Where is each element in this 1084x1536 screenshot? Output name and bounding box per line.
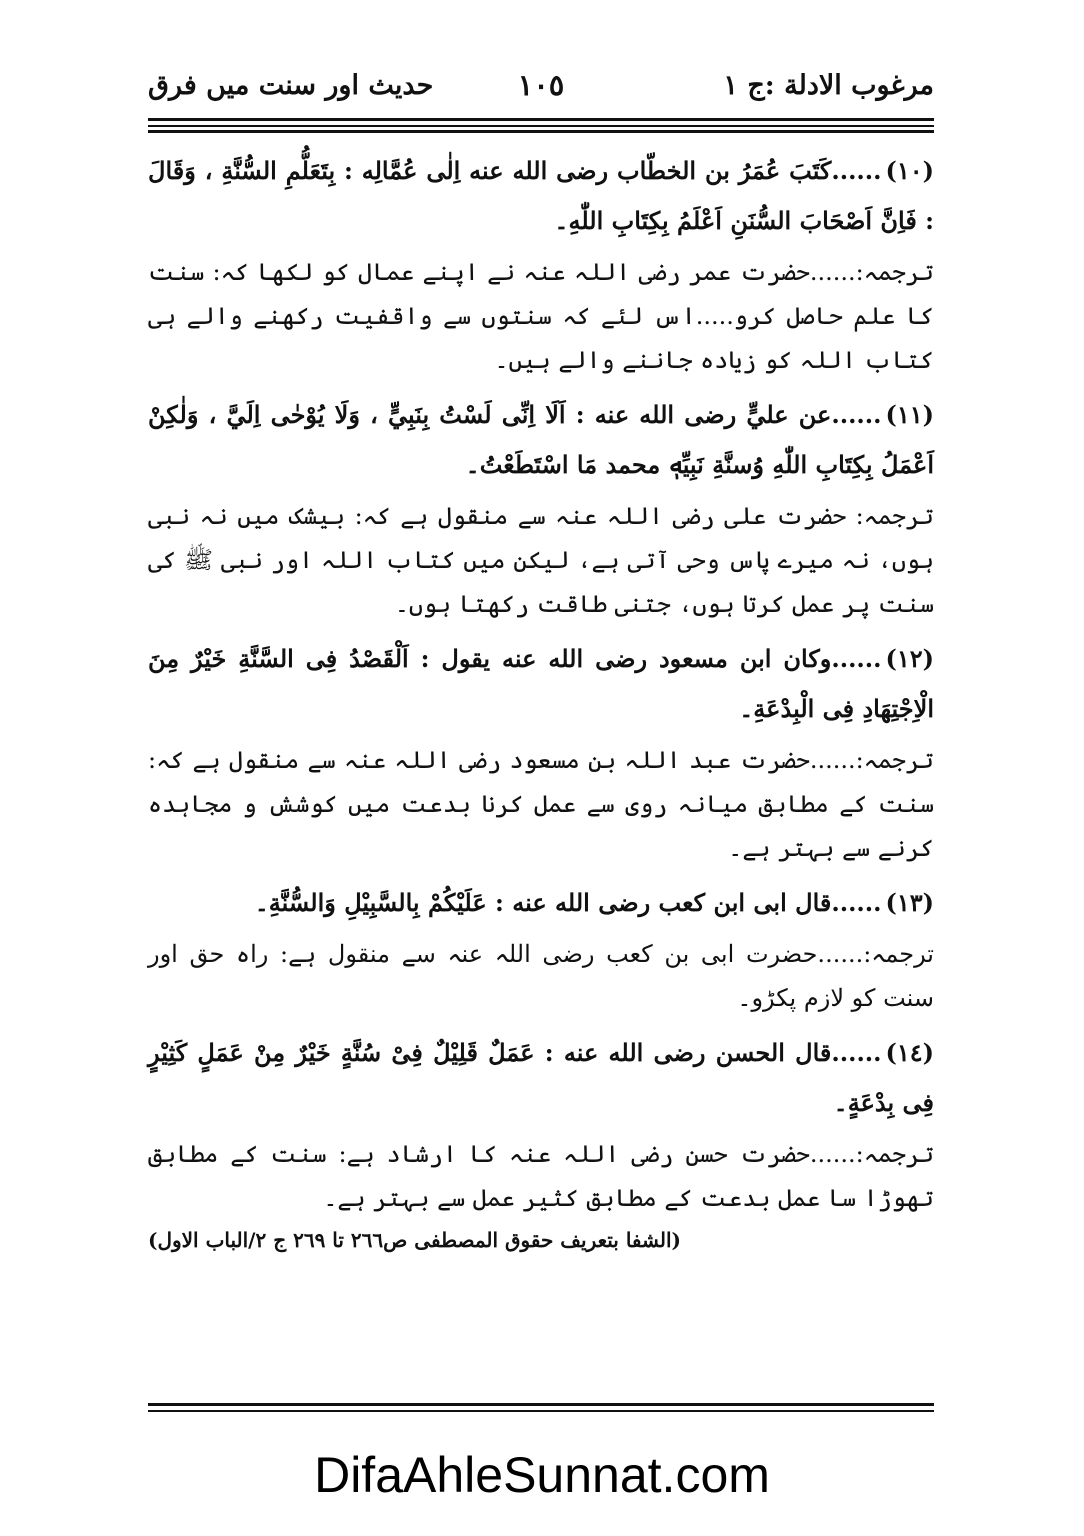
header-rule-thick-2 xyxy=(148,130,934,133)
arabic-quote: قال ابى ابن كعب رضى الله عنه : عَلَيْكُمْ بِالسَّبِيْلِ وَالسُّنَّةِ۔ xyxy=(254,888,832,917)
entry-13 xyxy=(148,878,934,1020)
header-rule-thick xyxy=(148,118,934,121)
entry-12 xyxy=(148,634,934,870)
arabic-text: (١٣)......قال ابى ابن كعب رضى الله عنه : عَلَيْكُمْ بِالسَّبِيْلِ وَالسُّنَّةِ۔ xyxy=(254,888,934,917)
arabic-quote: وكان ابن مسعود رضى الله عنه يقول : اَلْقَصْدُ فِى السَّنَّةِ خَيْرٌ مِنَ الْاِجْتِهَادِ فِى الْبِدْعَةِ۔ xyxy=(148,644,934,723)
source-reference: (الشفا بتعريف حقوق المصطفى ص٢٦٦ تا ٢٦٩ ج ٢/الباب الاول) xyxy=(148,1228,681,1252)
urdu-translation: ترجمہ:......حضرت ابی بن کعب رضی اللہ عنہ سے منقول ہے: راہ حق اور سنت کو لازم پکڑو۔ xyxy=(148,940,934,1012)
entry-10 xyxy=(148,146,934,382)
book-title: مرغوب الادلة :ج ١ xyxy=(723,70,934,101)
arabic-text: (١٤)......قال الحسن رضى الله عنه : عَمَلٌ قَلِيْلٌ فِىْ سُنَّةٍ خَيْرٌ مِنْ عَمَلٍ كَثِيْرٍ فِى بِدْعَةٍ۔ xyxy=(148,1038,935,1117)
entry-number: (١٣) xyxy=(885,888,934,917)
urdu-translation: ترجمہ:......حضرت عبد اللہ بن مسعود رضی اللہ عنہ سے منقول ہے کہ: سنت کے مطابق میانہ روی سے عمل کرنا بدعت میں کوشش و مجاہدہ کرنے سے بہتر ہے۔ xyxy=(148,746,934,862)
footer-rule-thin xyxy=(148,1410,934,1412)
website-watermark: DifaAhleSunnat.com xyxy=(314,1447,770,1503)
header-rule-thin xyxy=(148,125,934,127)
arabic-quote: قال الحسن رضى الله عنه : عَمَلٌ قَلِيْلٌ فِىْ سُنَّةٍ خَيْرٌ مِنْ عَمَلٍ كَثِيْرٍ فِى بِدْعَةٍ۔ xyxy=(148,1038,934,1117)
entry-number: (١١) xyxy=(885,400,934,429)
page-header xyxy=(148,64,934,114)
entry-number: (١٤) xyxy=(885,1038,935,1067)
entry-number: (١٢) xyxy=(885,644,934,673)
entry-number: (١٠) xyxy=(885,156,934,185)
arabic-text: (١٢)......وكان ابن مسعود رضى الله عنه يقول : اَلْقَصْدُ فِى السَّنَّةِ خَيْرٌ مِنَ الْاِجْتِهَادِ فِى الْبِدْعَةِ۔ xyxy=(148,644,934,723)
arabic-quote: عن عليٍّ رضى الله عنه : اَلَا اِنِّى لَسْتُ بِنَبِيٍّ ، وَلَا يُوْحٰى اِلَيَّ ، وَلٰكِنْ اَعْمَلُ بِكِتَابِ اللّٰهِ وُسنَّةِ نَبِيِّهٖ محمد مَا اسْتَطَعْتُ۔ xyxy=(148,400,934,479)
entry-11 xyxy=(148,390,934,626)
footer-rule-thick xyxy=(148,1403,934,1406)
entry-14 xyxy=(148,1028,934,1220)
urdu-translation: ترجمہ:......حضرت عمر رضی اللہ عنہ نے اپنے عمال کو لکھا کہ: سنت کا علم حاصل کرو.....اس لئے کہ سنتوں سے واقفیت رکھنے والے ہی کتاب اللہ کو زیادہ جاننے والے ہیں۔ xyxy=(148,258,934,374)
urdu-translation: ترجمہ:......حضرت حسن رضی اللہ عنہ کا ارشاد ہے: سنت کے مطابق تھوڑا سا عمل بدعت کے مطابق کثیر عمل سے بہتر ہے۔ xyxy=(148,1140,934,1212)
page-number: ١٠٥ xyxy=(517,68,565,102)
arabic-text: (١٠)......كَتَبَ عُمَرُ بن الخطّاب رضى الله عنه اِلٰى عُمَّالِه : بِتَعَلُّمِ السُّنَّةِ ، وَقَالَ : فَاِنَّ اَصْحَابَ السُّنَنِ اَعْلَمُ بِكِتَابِ اللّٰهِ۔ xyxy=(148,156,934,235)
chapter-topic: حدیث اور سنت میں فرق xyxy=(148,70,434,101)
arabic-quote: كَتَبَ عُمَرُ بن الخطّاب رضى الله عنه اِلٰى عُمَّالِه : بِتَعَلُّمِ السُّنَّةِ ، وَقَالَ : فَاِنَّ اَصْحَابَ السُّنَنِ اَعْلَمُ بِكِتَابِ اللّٰهِ۔ xyxy=(148,156,934,235)
arabic-text: (١١)......عن عليٍّ رضى الله عنه : اَلَا اِنِّى لَسْتُ بِنَبِيٍّ ، وَلَا يُوْحٰى اِلَيَّ ، وَلٰكِنْ اَعْمَلُ بِكِتَابِ اللّٰهِ وُسنَّةِ نَبِيِّهٖ محمد مَا اسْتَطَعْتُ۔ xyxy=(148,400,934,479)
urdu-translation: ترجمہ: حضرت علی رضی اللہ عنہ سے منقول ہے کہ: بیشک میں نہ نبی ہوں، نہ میرے پاس وحی آتی ہے، لیکن میں کتاب اللہ اور نبی ﷺ کی سنت پر عمل کرتا ہوں، جتنی طاقت رکھتا ہوں۔ xyxy=(148,502,935,618)
page-body xyxy=(148,146,934,1252)
